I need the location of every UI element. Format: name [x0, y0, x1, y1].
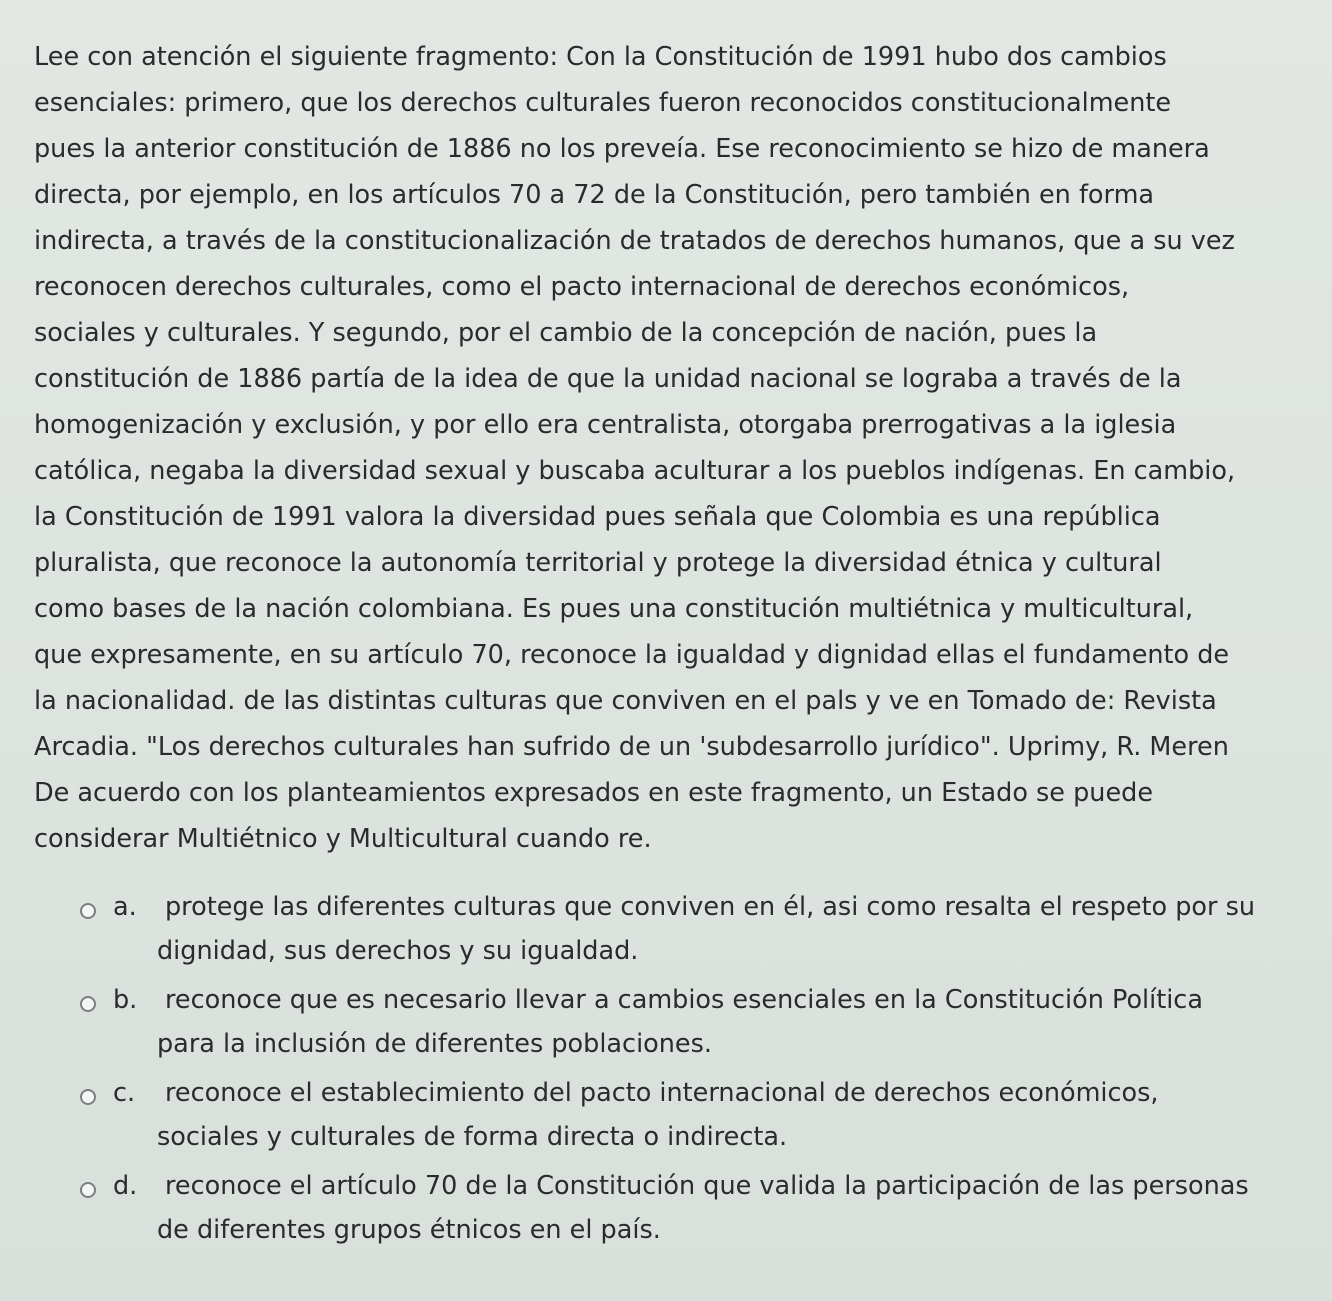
option-letter: c.	[113, 1078, 136, 1108]
option-line: protege las diferentes culturas que conviven en él, asi como resalta el respeto por su	[165, 892, 1256, 922]
radio-button-b[interactable]	[80, 996, 96, 1012]
option-d[interactable]	[80, 1171, 1310, 1267]
question-line: Arcadia. "Los derechos culturales han sufrido de un 'subdesarrollo jurídico". Uprimy, R. Meren	[34, 732, 1229, 762]
option-letter: d.	[113, 1171, 138, 1201]
option-letter: b.	[113, 985, 138, 1015]
question-line: Lee con atención el siguiente fragmento: Con la Constitución de 1991 hubo dos cambios	[34, 42, 1167, 72]
option-letter: a.	[113, 892, 137, 922]
question-line: esenciales: primero, que los derechos culturales fueron reconocidos constitucionalmente	[34, 88, 1172, 118]
question-line: De acuerdo con los planteamientos expresados en este fragmento, un Estado se puede	[34, 778, 1154, 808]
question-line: que expresamente, en su artículo 70, reconoce la igualdad y dignidad ellas el fundamento de	[34, 640, 1230, 670]
option-line: reconoce el artículo 70 de la Constitución que valida la participación de las personas	[165, 1171, 1249, 1201]
option-text	[157, 885, 1305, 973]
answer-options	[80, 892, 1310, 1267]
question-line: constitución de 1886 partía de la idea de que la unidad nacional se lograba a través de la	[34, 364, 1182, 394]
question-line: reconocen derechos culturales, como el pacto internacional de derechos económicos,	[34, 272, 1130, 302]
option-text	[157, 1071, 1305, 1159]
question-line: sociales y culturales. Y segundo, por el cambio de la concepción de nación, pues la	[34, 318, 1098, 348]
question-line: la nacionalidad. de las distintas culturas que conviven en el pals y ve en Tomado de: Revista	[34, 686, 1217, 716]
option-line: dignidad, sus derechos y su igualdad.	[157, 936, 639, 966]
question-line: indirecta, a través de la constitucionalización de tratados de derechos humanos, que a su vez	[34, 226, 1235, 256]
option-a[interactable]	[80, 892, 1310, 988]
question-line: considerar Multiétnico y Multicultural cuando re.	[34, 824, 652, 854]
option-line: de diferentes grupos étnicos en el país.	[157, 1215, 661, 1245]
question-line: pues la anterior constitución de 1886 no los preveía. Ese reconocimiento se hizo de manera	[34, 134, 1210, 164]
question-line: homogenización y exclusión, y por ello era centralista, otorgaba prerrogativas a la iglesia	[34, 410, 1177, 440]
question-text	[34, 34, 1284, 862]
option-line: reconoce que es necesario llevar a cambios esenciales en la Constitución Política	[165, 985, 1203, 1015]
option-line: sociales y culturales de forma directa o indirecta.	[157, 1122, 788, 1152]
option-text	[157, 978, 1305, 1066]
radio-button-a[interactable]	[80, 903, 96, 919]
question-line: directa, por ejemplo, en los artículos 70 a 72 de la Constitución, pero también en forma	[34, 180, 1155, 210]
option-c[interactable]	[80, 1078, 1310, 1174]
question-line: la Constitución de 1991 valora la diversidad pues señala que Colombia es una república	[34, 502, 1161, 532]
question-line: pluralista, que reconoce la autonomía territorial y protege la diversidad étnica y cultural	[34, 548, 1162, 578]
option-b[interactable]	[80, 985, 1310, 1081]
option-text	[157, 1164, 1305, 1252]
option-line: para la inclusión de diferentes poblaciones.	[157, 1029, 712, 1059]
question-line: como bases de la nación colombiana. Es pues una constitución multiétnica y multicultural,	[34, 594, 1194, 624]
radio-button-c[interactable]	[80, 1089, 96, 1105]
question-line: católica, negaba la diversidad sexual y buscaba aculturar a los pueblos indígenas. En cambio,	[34, 456, 1236, 486]
radio-button-d[interactable]	[80, 1182, 96, 1198]
option-line: reconoce el establecimiento del pacto internacional de derechos económicos,	[165, 1078, 1159, 1108]
